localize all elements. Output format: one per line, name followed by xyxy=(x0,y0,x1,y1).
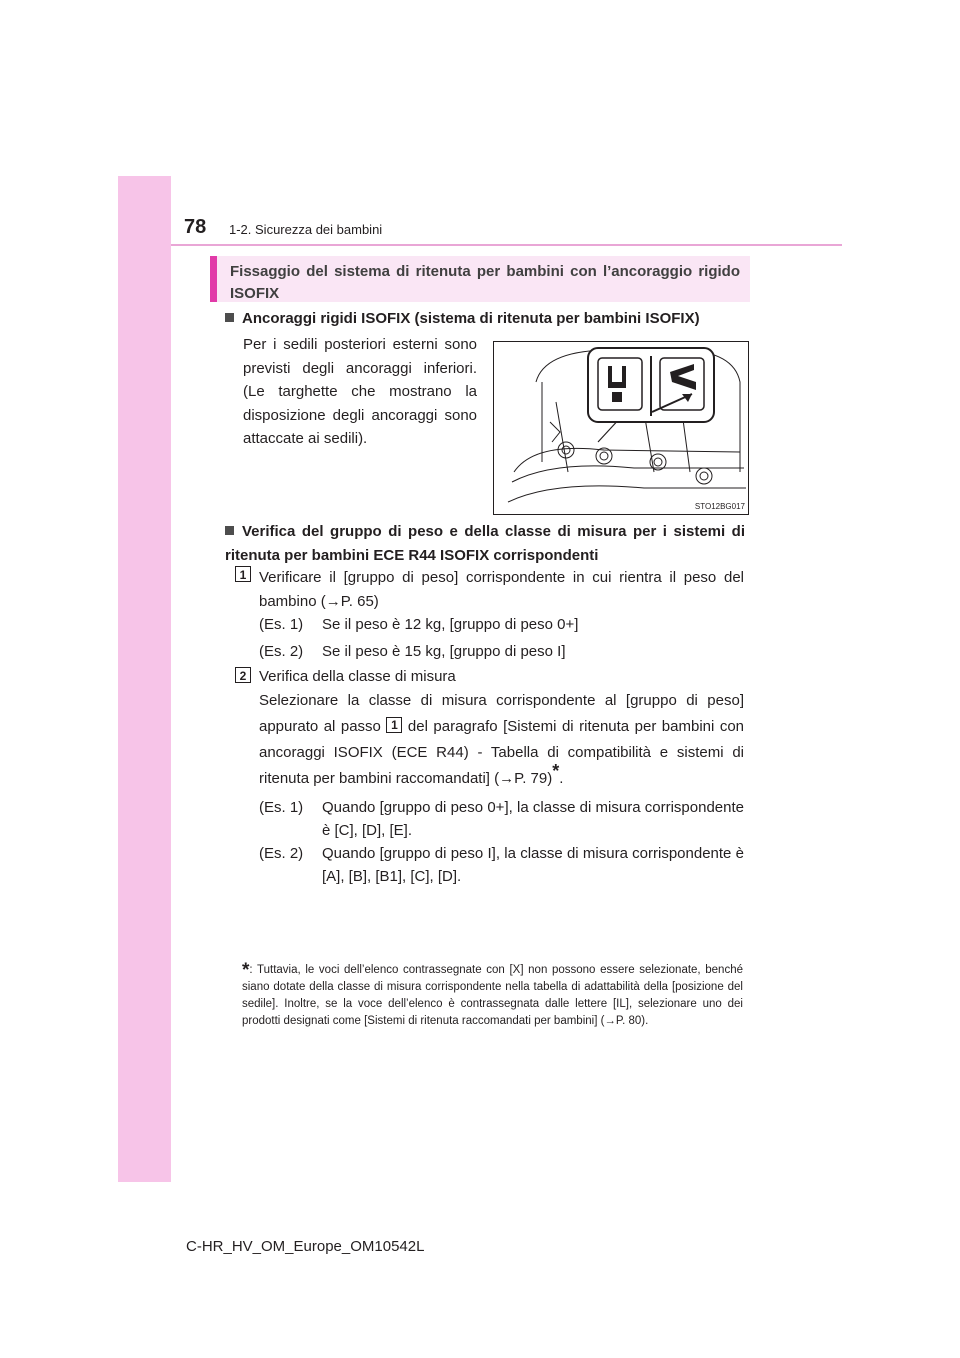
example-label: (Es. 2) xyxy=(259,643,304,660)
check-heading-text: Verifica del gruppo di peso e della classe di misura per i sistemi di ritenuta per bambini ECE R44 ISOFIX corrispondenti xyxy=(225,523,745,564)
footnote-star: * xyxy=(242,960,250,981)
step-ref-badge: 1 xyxy=(386,717,402,733)
step-2-example-1 xyxy=(259,796,744,844)
step-2-badge: 2 xyxy=(235,667,251,683)
side-tab xyxy=(118,176,171,1182)
step-2-text-end: . xyxy=(559,770,564,787)
footnote-text: : Tuttavia, le voci dell’elenco contrassegnate con [X] non possono essere selezionate, benché siano dotate della classe di misura corrispondente nella tabella di adattabilità della [posizione del sedile]. Inoltre, se la voce dell’elenco è contrassegnata dalle lettere [IL], selezionare uno dei prodotti designati come [Sistemi di ritenuta raccomandati per bambini] (→P. 80). xyxy=(242,964,743,1027)
footnote xyxy=(242,962,743,1030)
step-1-example-1 xyxy=(259,613,744,637)
example-text: Se il peso è 15 kg, [gruppo di peso I] xyxy=(322,643,566,660)
step-1-example-2 xyxy=(259,640,744,664)
document-code: C-HR_HV_OM_Europe_OM10542L xyxy=(186,1238,425,1255)
step-2-text xyxy=(259,688,744,792)
step-1-text: Verificare il [gruppo di peso] corrispondente in cui rientra il peso del bambino (→P. 65) xyxy=(259,569,744,610)
figure-code: STO12BG017 xyxy=(694,502,745,511)
isofix-seat-illustration xyxy=(493,341,749,515)
page-number: 78 xyxy=(184,216,207,238)
anchors-heading xyxy=(225,307,745,330)
example-label: (Es. 1) xyxy=(259,616,304,633)
footnote-star: * xyxy=(552,761,560,781)
section-heading-box xyxy=(210,256,750,302)
example-text: Se il peso è 12 kg, [gruppo di peso 0+] xyxy=(322,616,579,633)
bullet-square-icon xyxy=(225,526,234,535)
example-label: (Es. 1) xyxy=(259,799,304,816)
anchors-text: Per i sedili posteriori esterni sono previsti degli ancoraggi inferiori. (Le targhette che mostrano la disposizione degli ancoraggi sono attaccate ai sedili). xyxy=(243,336,477,447)
example-text: Quando [gruppo di peso I], la classe di misura corrispondente è [A], [B], [B1], [C], [D]. xyxy=(322,845,744,885)
step-2-text-a: Selezionare la classe di misura corrispondente al [gruppo di peso] appurato al passo xyxy=(259,692,744,735)
example-text: Quando [gruppo di peso 0+], la classe di misura corrispondente è [C], [D], [E]. xyxy=(322,799,744,839)
step-2-title: Verifica della classe di misura xyxy=(259,668,456,685)
step-2-example-2 xyxy=(259,842,744,890)
step-2-text-b: del paragrafo [Sistemi di ritenuta per bambini con ancoraggi ISOFIX (ECE R44) - Tabella di compatibilità e sistemi di ritenuta per bambini raccomandati] (→P. 79) xyxy=(259,718,745,787)
bullet-square-icon xyxy=(225,313,234,322)
header-divider xyxy=(171,244,842,246)
anchors-heading-text: Ancoraggi rigidi ISOFIX (sistema di ritenuta per bambini ISOFIX) xyxy=(242,310,700,327)
section-title: 1-2. Sicurezza dei bambini xyxy=(229,222,383,237)
step-1-badge: 1 xyxy=(235,566,251,582)
section-heading: Fissaggio del sistema di ritenuta per bambini con l’ancoraggio rigido ISOFIX xyxy=(230,263,740,302)
check-heading xyxy=(225,520,745,568)
example-label: (Es. 2) xyxy=(259,845,304,862)
seat-drawing xyxy=(494,342,748,514)
